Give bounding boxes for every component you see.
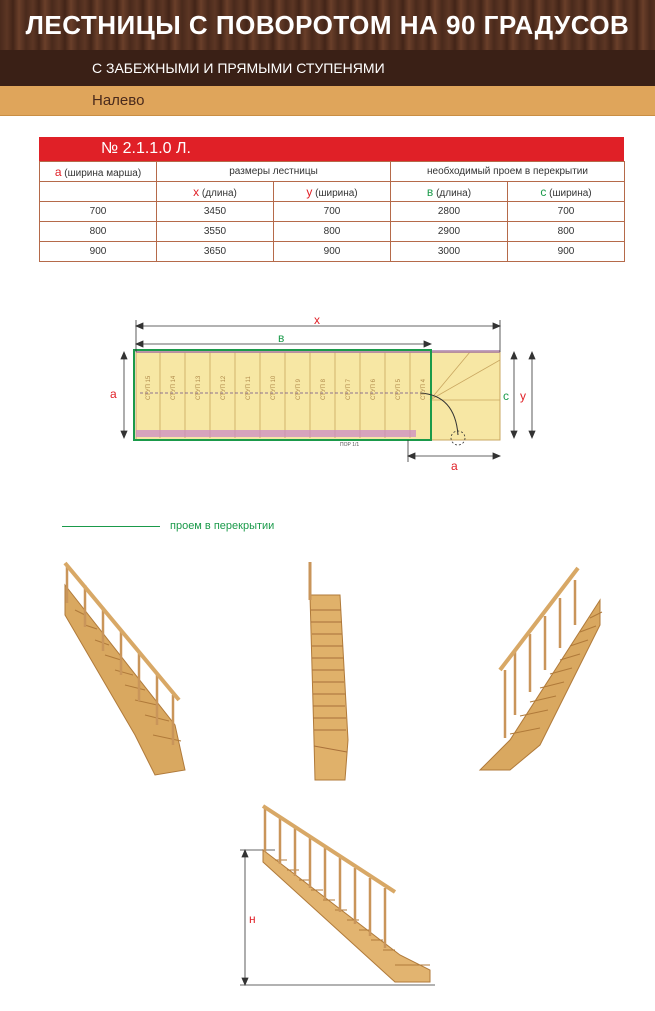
col-a-header: а (ширина марша)	[40, 162, 157, 182]
legend-text: проем в перекрытии	[170, 520, 275, 532]
pod-label: ПОР 1/1	[340, 442, 360, 448]
step-label: СТУП 8	[321, 379, 327, 400]
step-label: СТУП 5	[396, 379, 402, 400]
legend	[62, 520, 274, 532]
col-c-header: с (ширина)	[508, 182, 625, 202]
step-label: СТУП 10	[271, 375, 277, 400]
dim-a-bottom-label: а	[451, 459, 458, 473]
step-label: СТУП 6	[371, 379, 377, 400]
step-label: СТУП 4	[421, 379, 427, 400]
col-y-header: y (ширина)	[274, 182, 391, 202]
stair-side-view	[235, 800, 445, 990]
dim-b-label: в	[278, 331, 285, 345]
page-subtitle: С ЗАБЕЖНЫМИ И ПРЯМЫМИ СТУПЕНЯМИ	[0, 50, 655, 86]
dimensions-grid	[39, 161, 625, 262]
stair-render-middle	[300, 560, 360, 785]
dim-x-label: x	[314, 313, 320, 327]
dim-a-label: а	[110, 387, 117, 401]
col-b-header: в (длина)	[391, 182, 508, 202]
step-label: СТУП 13	[196, 375, 202, 400]
table-subheader-row	[40, 182, 625, 202]
legend-line	[62, 526, 160, 527]
step-label: СТУП 12	[221, 375, 227, 400]
group-opening-header: необходимый проем в перекрытии	[391, 162, 625, 182]
col-x-header: x (длина)	[157, 182, 274, 202]
stair-plan-drawing	[0, 300, 655, 490]
step-label: СТУП 9	[296, 379, 302, 400]
stair-render-left	[55, 555, 215, 785]
dim-c-label: с	[503, 389, 509, 403]
group-dims-header: размеры лестницы	[157, 162, 391, 182]
table-row: 700 3450 700 2800 700	[40, 202, 625, 222]
table-row: 900 3650 900 3000 900	[40, 242, 625, 262]
step-label: СТУП 7	[346, 379, 352, 400]
step-label: СТУП 11	[246, 376, 252, 400]
page-title: ЛЕСТНИЦЫ С ПОВОРОТОМ НА 90 ГРАДУСОВ	[0, 0, 655, 50]
dimensions-table	[39, 137, 624, 262]
step-label: СТУП 14	[171, 375, 177, 400]
step-label: СТУП 15	[146, 375, 152, 400]
table-row: 800 3550 800 2900 800	[40, 222, 625, 242]
height-label: н	[249, 912, 256, 926]
dim-y-label: y	[520, 389, 526, 403]
table-header-row	[40, 162, 625, 182]
model-code: № 2.1.1.0 Л.	[39, 137, 624, 161]
direction-label: Налево	[0, 86, 655, 116]
stair-render-right	[470, 560, 610, 775]
